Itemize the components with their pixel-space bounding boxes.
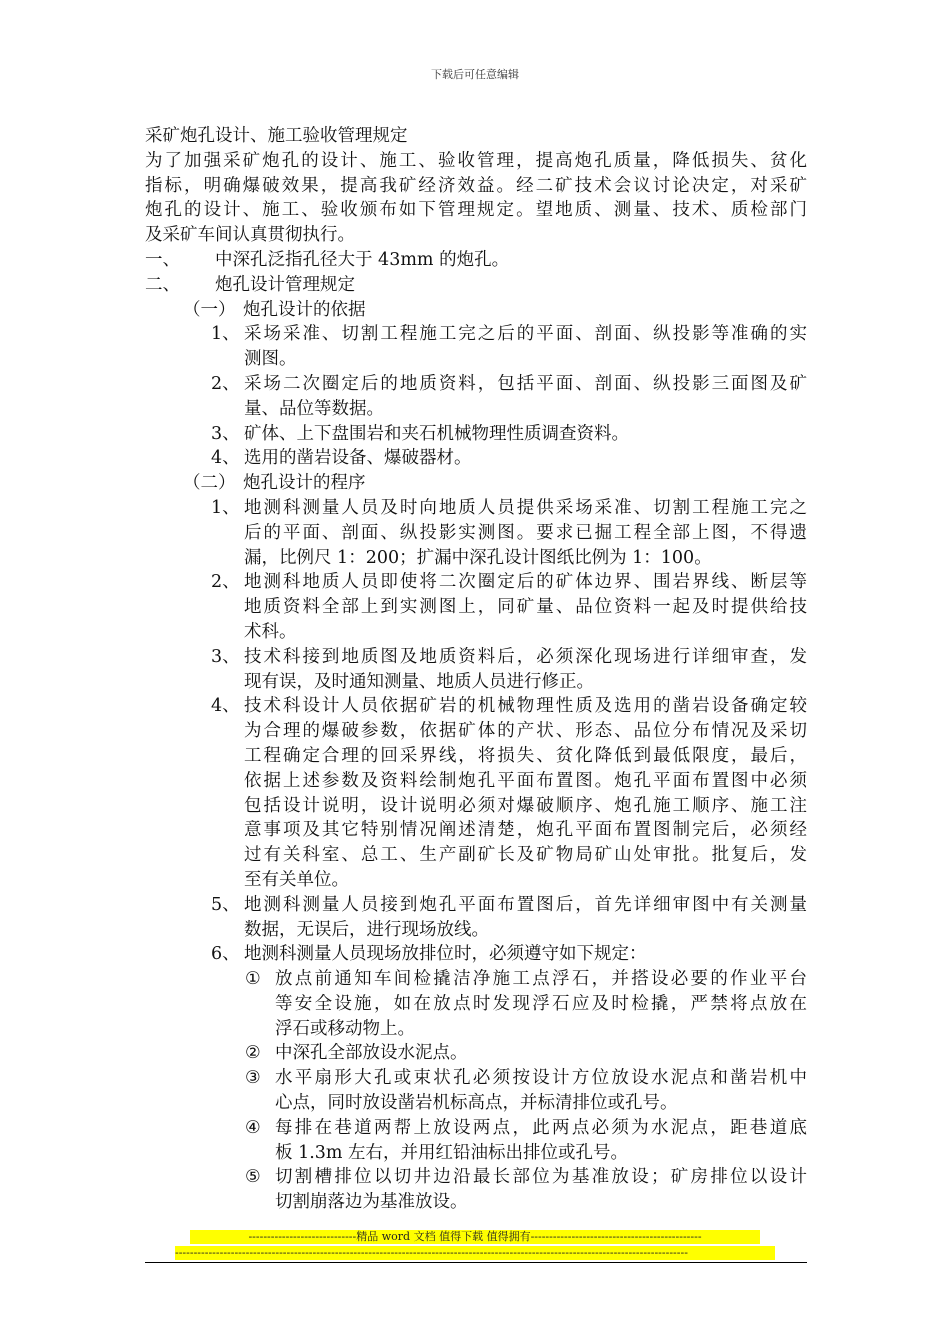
intro-line: 为了加强采矿炮孔的设计、施工、验收管理，提高炮孔质量，降低损失、贫化	[145, 150, 807, 171]
circled-item-line: 中深孔全部放设水泥点。	[275, 1043, 468, 1064]
list-item	[145, 570, 807, 644]
circled-item-line: 切割崩落边为基准放设。	[275, 1192, 468, 1213]
list-item-line: 采场采准、切割工程施工完之后的平面、剖面、纵投影等准确的实	[244, 324, 807, 345]
document-body	[145, 124, 807, 1215]
list-item-number: 2、	[211, 373, 240, 394]
list-item-line: 包括设计说明，设计说明必须对爆破顺序、炮孔施工顺序、施工注	[244, 795, 807, 816]
list-item-text	[244, 322, 807, 372]
list-item-text	[244, 372, 807, 422]
subsection-number: （二）	[183, 473, 236, 494]
list-item-line: 地测科地质人员即使将二次圈定后的矿体边界、围岩界线、断层等	[244, 572, 807, 593]
circled-item	[145, 1116, 807, 1166]
list-item-line: 现有误，及时通知测量、地质人员进行修正。	[244, 671, 594, 692]
circled-item-line: 等安全设施，如在放点时发现浮石应及时检撬，严禁将点放在	[275, 993, 807, 1014]
circled-item-text	[275, 1066, 807, 1116]
list-item	[145, 893, 807, 943]
list-item-number: 5、	[211, 894, 240, 915]
subsection-2	[145, 471, 807, 496]
section-number: 一、	[145, 249, 180, 270]
subsection-1	[145, 298, 807, 323]
section-number: 二、	[145, 274, 180, 295]
circled-list	[145, 967, 807, 1215]
circled-item-line: 放点前通知车间检撬洁净施工点浮石，并搭设必要的作业平台	[275, 969, 807, 990]
list-item-line: 过有关科室、总工、生产副矿长及矿物局矿山处审批。批复后，发	[244, 845, 807, 866]
intro-line: 指标，明确爆破效果，提高我矿经济效益。经二矿技术会议讨论决定，对采矿	[145, 175, 807, 196]
list-item-line: 漏，比例尺 1：200；扩漏中深孔设计图纸比例为 1：100。	[244, 547, 712, 568]
list-item	[145, 372, 807, 422]
subsection-2-list	[145, 496, 807, 967]
list-item-line: 意事项及其它特别情况阐述清楚，炮孔平面布置图制完后，必须经	[244, 820, 807, 841]
list-item-text	[244, 570, 807, 644]
list-item-number: 2、	[211, 572, 240, 593]
subsection-1-list	[145, 322, 807, 471]
list-item-line: 地质资料全部上到实测图上，同矿量、品位资料一起及时提供给技	[244, 597, 807, 618]
list-item-line: 地测科测量人员接到炮孔平面布置图后，首先详细审图中有关测量	[244, 894, 807, 915]
circled-item-line: 切割槽排位以切井边沿最长部位为基准放设；矿房排位以设计	[275, 1167, 807, 1188]
page-header: 下载后可任意编辑	[431, 68, 519, 81]
subsection-title: 炮孔设计的程序	[243, 473, 366, 494]
list-item-number: 4、	[211, 448, 240, 469]
circled-item	[145, 1165, 807, 1215]
list-item-line: 地测科测量人员及时向地质人员提供采场采准、切割工程施工完之	[244, 497, 807, 518]
list-item-text	[244, 942, 807, 967]
list-item-number: 3、	[211, 646, 240, 667]
circled-item-number: ③	[245, 1068, 261, 1089]
list-item-line: 为合理的爆破参数，依据矿体的产状、形态、品位分布情况及采切	[244, 721, 807, 742]
circled-item-number: ④	[245, 1117, 261, 1138]
circled-item-number: ②	[245, 1043, 261, 1064]
intro-line: 及采矿车间认真贯彻执行。	[145, 225, 355, 246]
list-item-line: 量、品位等数据。	[244, 398, 384, 419]
circled-item-line: 浮石或移动物上。	[275, 1018, 415, 1039]
footer-dashes: ------------------------------------------------------------------------------------------------------------------------------------------	[175, 1246, 775, 1260]
list-item-text	[244, 446, 807, 471]
list-item	[145, 322, 807, 372]
circled-item-line: 每排在巷道两帮上放设两点，此两点必须为水泥点，距巷道底	[275, 1117, 807, 1138]
circled-item-text	[275, 1041, 807, 1066]
list-item-number: 3、	[211, 423, 240, 444]
list-item-text	[244, 645, 807, 695]
circled-item-line: 心点，同时放设凿岩机标高点，并标清排位或孔号。	[275, 1093, 678, 1114]
list-item-line: 至有关单位。	[244, 869, 349, 890]
section-text: 炮孔设计管理规定	[215, 274, 355, 295]
section-2	[145, 273, 807, 298]
list-item	[145, 942, 807, 967]
circled-item	[145, 1066, 807, 1116]
list-item-text	[244, 422, 807, 447]
circled-item-line: 水平扇形大孔或束状孔必须按设计方位放设水泥点和凿岩机中	[275, 1068, 807, 1089]
footer-banner: -----------------------------精品 word 文档 值得下载 值得拥有----------------------------------------------	[190, 1230, 760, 1244]
list-item-number: 1、	[211, 324, 240, 345]
list-item	[145, 694, 807, 892]
list-item-number: 6、	[211, 944, 240, 965]
list-item-number: 4、	[211, 696, 240, 717]
list-item-line: 工程确定合理的回采界线，将损失、贫化降低到最低限度，最后，	[244, 745, 807, 766]
list-item	[145, 645, 807, 695]
list-item-line: 矿体、上下盘围岩和夹石机械物理性质调查资料。	[244, 423, 629, 444]
list-item-line: 术科。	[244, 621, 297, 642]
list-item-line: 测图。	[244, 349, 297, 370]
list-item-line: 地测科测量人员现场放排位时，必须遵守如下规定：	[244, 944, 647, 965]
section-text: 中深孔泛指孔径大于 43mm 的炮孔。	[215, 249, 510, 270]
list-item-line: 技术科设计人员依据矿岩的机械物理性质及选用的凿岩设备确定较	[244, 696, 807, 717]
subsection-title: 炮孔设计的依据	[243, 299, 366, 320]
list-item-line: 后的平面、剖面、纵投影实测图。要求已掘工程全部上图，不得遗	[244, 522, 807, 543]
circled-item-number: ⑤	[245, 1167, 261, 1188]
subsection-number: （一）	[183, 299, 236, 320]
list-item-text	[244, 496, 807, 570]
list-item-line: 采场二次圈定后的地质资料，包括平面、剖面、纵投影三面图及矿	[244, 373, 807, 394]
intro-line: 炮孔的设计、施工、验收颁布如下管理规定。望地质、测量、技术、质检部门	[145, 200, 807, 221]
list-item-number: 1、	[211, 497, 240, 518]
footer-rule	[145, 1262, 807, 1263]
list-item	[145, 422, 807, 447]
circled-item-text	[275, 1165, 807, 1215]
list-item-text	[244, 694, 807, 892]
list-item	[145, 496, 807, 570]
circled-item-text	[275, 1116, 807, 1166]
list-item-text	[244, 893, 807, 943]
list-item-line: 技术科接到地质图及地质资料后，必须深化现场进行详细审查，发	[244, 646, 807, 667]
intro-paragraph	[145, 149, 807, 248]
section-1	[145, 248, 807, 273]
circled-item	[145, 967, 807, 1041]
circled-item-number: ①	[245, 969, 261, 990]
list-item-line: 数据，无误后，进行现场放线。	[244, 919, 489, 940]
list-item-line: 选用的凿岩设备、爆破器材。	[244, 448, 472, 469]
circled-item-text	[275, 967, 807, 1041]
circled-item-line: 板 1.3m 左右，并用红铅油标出排位或孔号。	[275, 1142, 629, 1163]
circled-item	[145, 1041, 807, 1066]
list-item	[145, 446, 807, 471]
list-item-line: 依据上述参数及资料绘制炮孔平面布置图。炮孔平面布置图中必须	[244, 770, 807, 791]
document-title: 采矿炮孔设计、施工验收管理规定	[145, 126, 408, 146]
